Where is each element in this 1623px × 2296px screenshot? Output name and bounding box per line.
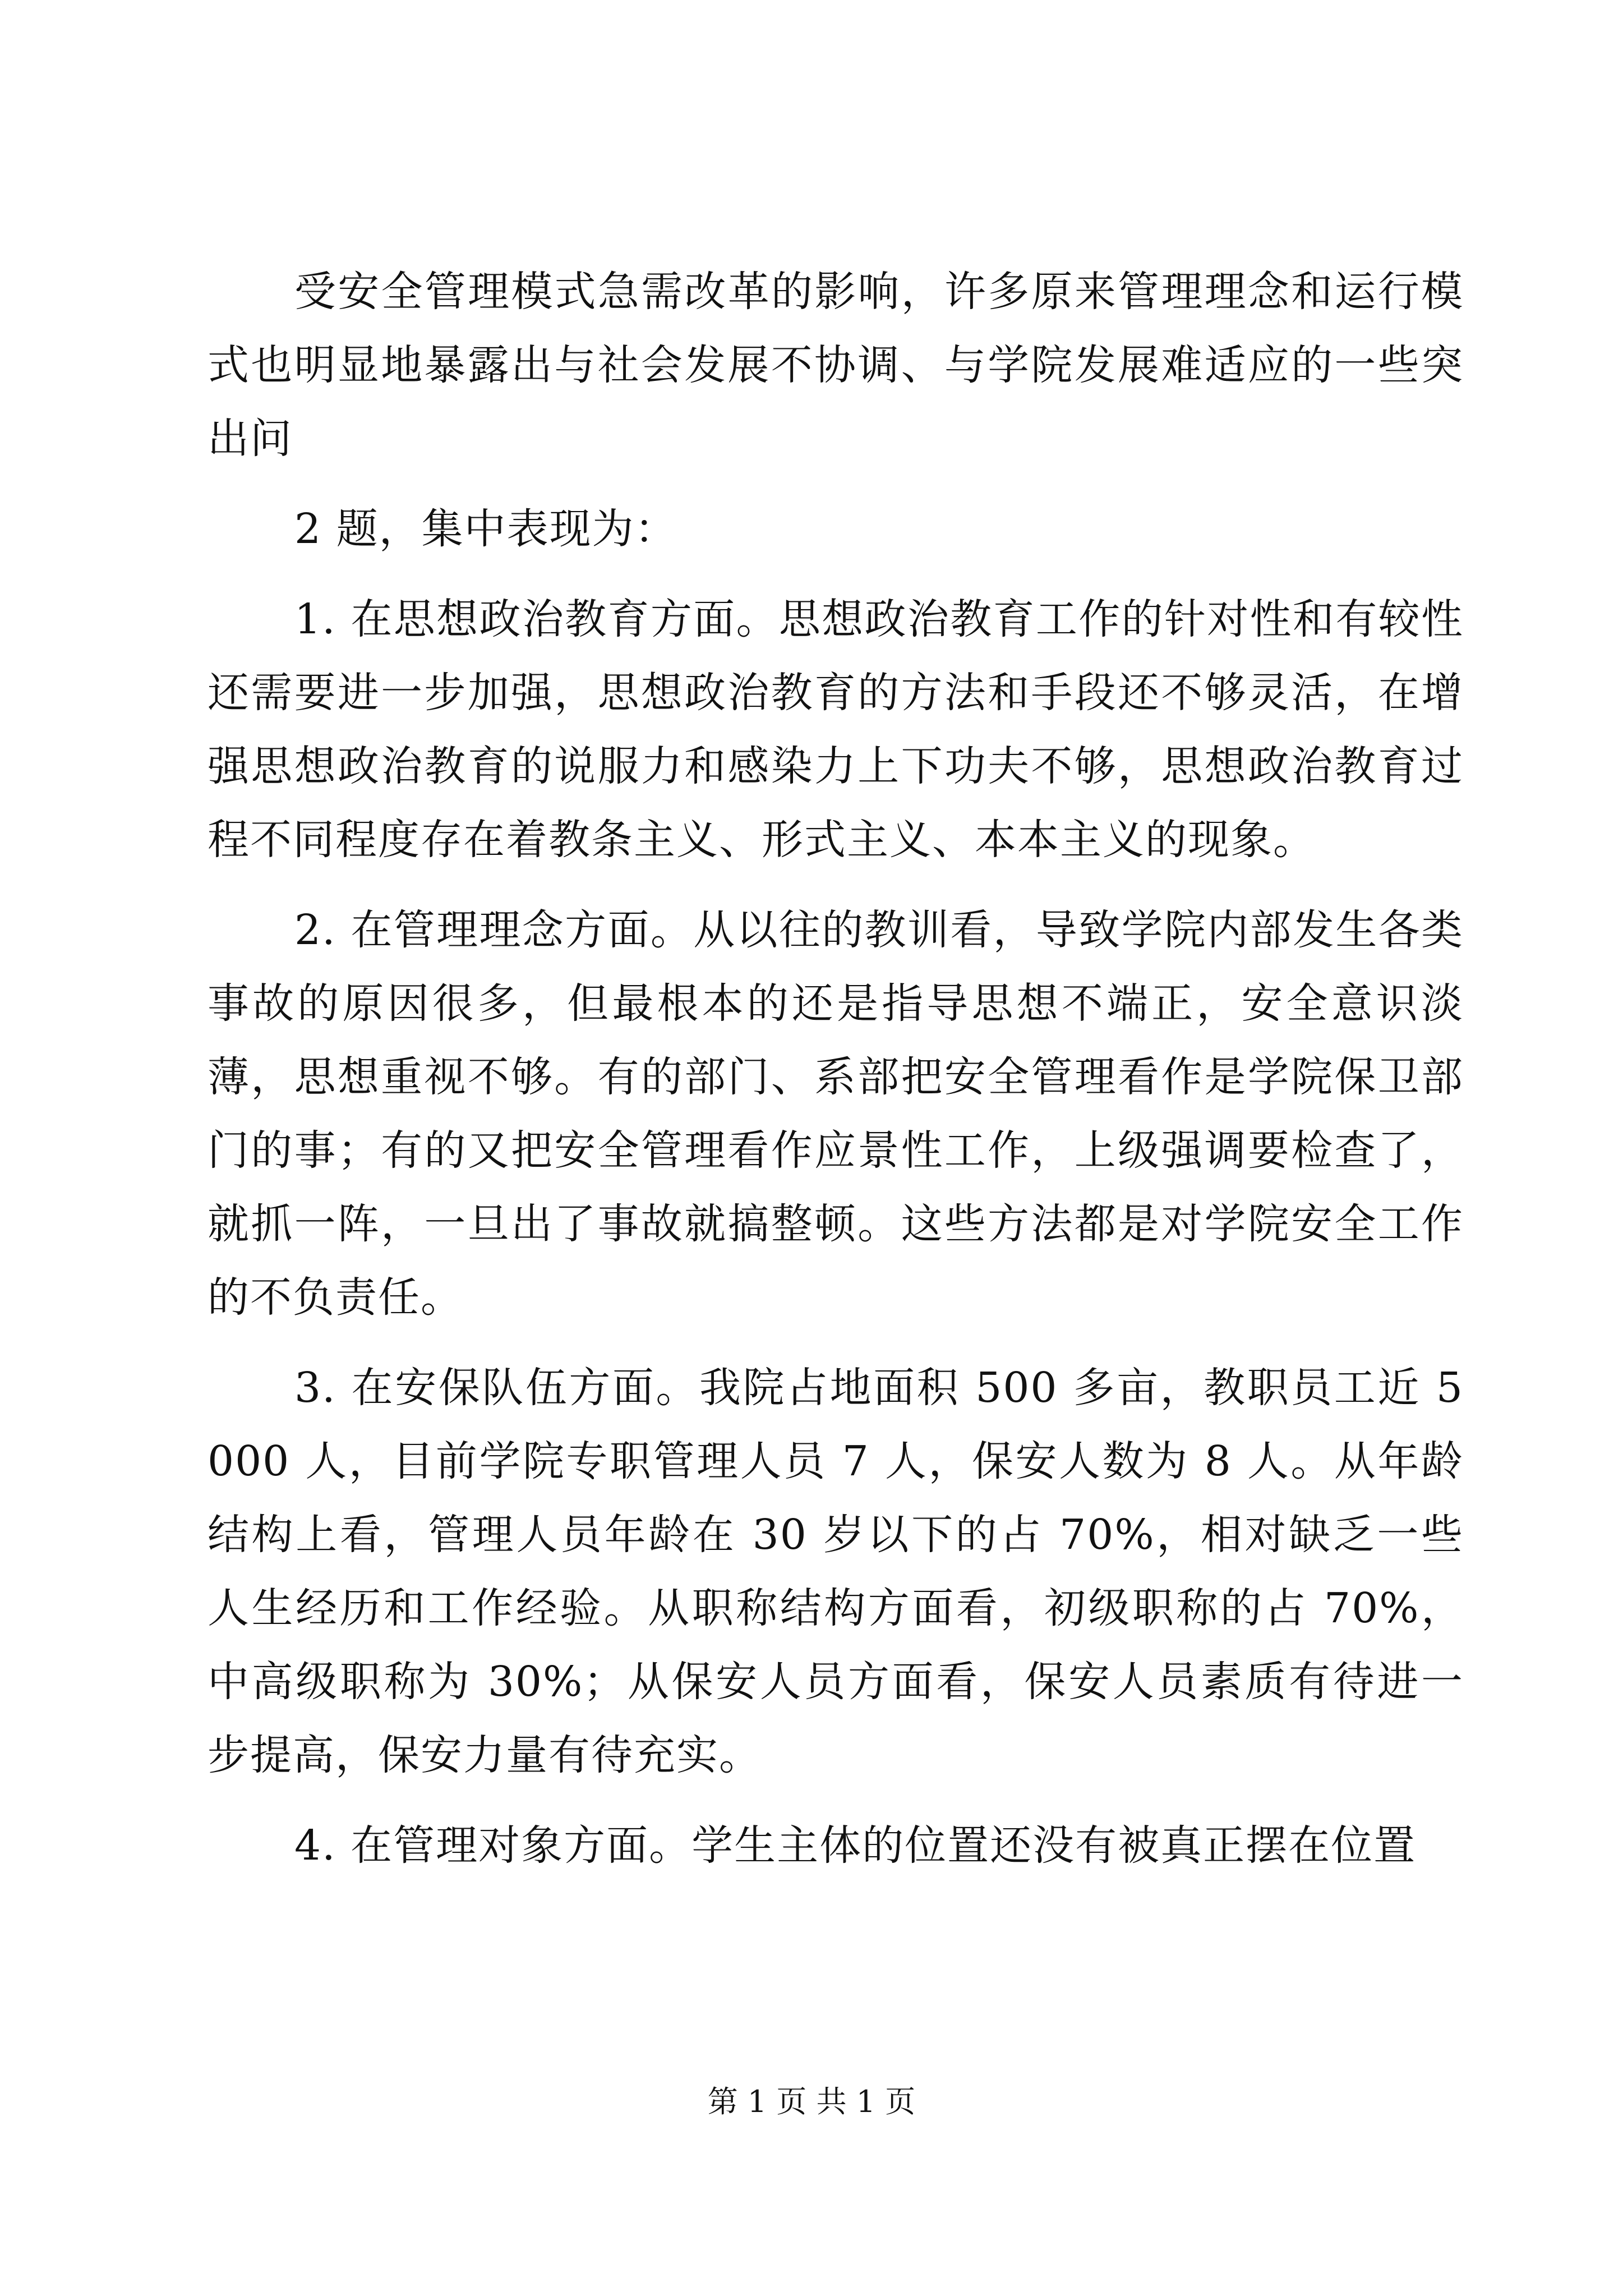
page-footer: 第 1 页 共 1 页 — [707, 2084, 916, 2119]
paragraph-item-4: 4. 在管理对象方面。学生主体的位置还没有被真正摆在位置 — [294, 1821, 1417, 1870]
paragraph-summary: 2 题，集中表现为： — [294, 505, 677, 553]
paragraph-item-3: 3. 在安保队伍方面。我院占地面积 500 多亩，教职员工近 5000 人，目前学院专职管理人员 7 人，保安人数为 8 人。从年龄结构上看，管理人员年龄在 30 岁以下的占 70%，相对缺乏一些人生经历和工作经验。从职称结构方面看，初级职称的占 70%，中高级职称为 30%；从保安人员方面看，保安人员素质有待进一步提高，保安力量有待充实。 — [208, 1364, 1464, 1779]
paragraph-intro: 受安全管理模式急需改革的影响，许多原来管理理念和运行模式也明显地暴露出与社会发展不协调、与学院发展难适应的一些突出问 — [208, 268, 1464, 463]
document-body — [208, 255, 1464, 1899]
paragraph-item-1: 1. 在思想政治教育方面。思想政治教育工作的针对性和有较性还需要进一步加强，思想政治教育的方法和手段还不够灵活，在增强思想政治教育的说服力和感染力上下功夫不够，思想政治教育过程不同程度存在着教条主义、形式主义、本本主义的现象。 — [208, 595, 1464, 864]
paragraph-item-2: 2. 在管理理念方面。从以往的教训看，导致学院内部发生各类事故的原因很多，但最根本的还是指导思想不端正，安全意识淡薄，思想重视不够。有的部门、系部把安全管理看作是学院保卫部门的事；有的又把安全管理看作应景性工作，上级强调要检查了，就抓一阵，一旦出了事故就搞整顿。这些方法都是对学院安全工作的不负责任。 — [208, 906, 1464, 1322]
